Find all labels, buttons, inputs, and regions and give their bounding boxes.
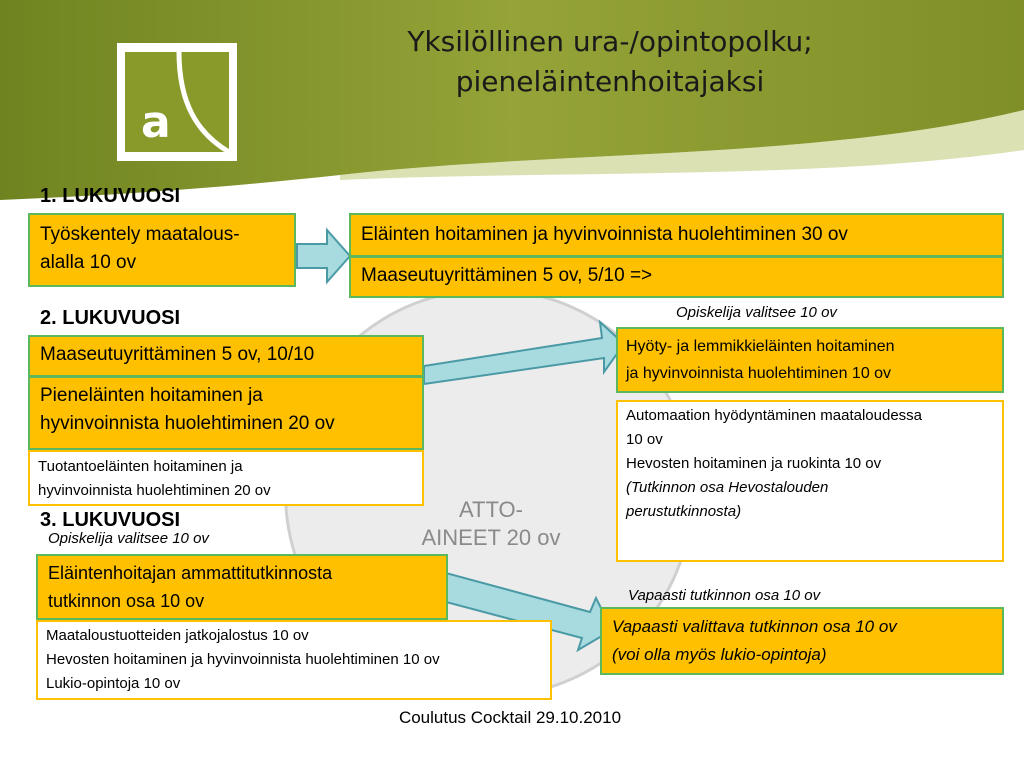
year2-heading: 2. LUKUVUOSI — [40, 307, 181, 329]
year3-options-box: Maataloustuotteiden jatkojalostus 10 ov Hevosten hoitaminen ja hyvinvoinnista huolehtiminen 10 ov Lukio-opintoja 10 ov — [36, 620, 552, 700]
title-line1: Yksilöllinen ura-/opintopolku; — [407, 25, 813, 58]
year2-elective-note: Opiskelija valitsee 10 ov — [676, 304, 837, 321]
arrow-year1 — [297, 230, 350, 282]
year1-rural-business-box: Maaseutuyrittäminen 5 ov, 5/10 => — [349, 256, 1004, 298]
year2-production-animal-box: Tuotantoeläinten hoitaminen ja hyvinvoinnista huolehtiminen 20 ov — [28, 450, 424, 506]
year3-elective-note: Opiskelija valitsee 10 ov — [48, 530, 209, 547]
year3-free-choice-note: Vapaasti tutkinnon osa 10 ov — [628, 587, 821, 604]
year2-elective-options-box: Automaation hyödyntäminen maataloudessa 10 ov Hevosten hoitaminen ja ruokinta 10 ov (Tutkinnon osa Hevostalouden perustutkinnosta) — [616, 400, 1004, 562]
year2-rural-business-box: Maaseutuyrittäminen 5 ov, 10/10 — [28, 335, 424, 377]
atto-label: ATTO- AINEET 20 ov — [421, 497, 561, 550]
year1-work-box: Työskentely maatalous- alalla 10 ov — [28, 213, 296, 287]
year3-free-elective-box: Vapaasti valittava tutkinnon osa 10 ov (voi olla myös lukio-opintoja) — [600, 607, 1004, 675]
year2-pet-animal-box: Hyöty- ja lemmikkieläinten hoitaminen ja hyvinvoinnista huolehtiminen 10 ov — [616, 327, 1004, 393]
title-line2: pieneläintenhoitajaksi — [455, 65, 765, 98]
arrow-year2 — [424, 322, 624, 384]
year3-vocational-box: Eläintenhoitajan ammattitutkinnosta tutkinnon osa 10 ov — [36, 554, 448, 620]
year1-animal-care-box: Eläinten hoitaminen ja hyvinvoinnista huolehtiminen 30 ov — [349, 213, 1004, 257]
logo-letter: a — [141, 97, 171, 148]
year1-heading: 1. LUKUVUOSI — [40, 185, 181, 207]
year2-small-animal-box: Pieneläinten hoitaminen ja hyvinvoinnista huolehtiminen 20 ov — [28, 376, 424, 450]
footer-text: Coulutus Cocktail 29.10.2010 — [398, 708, 622, 727]
year3-heading: 3. LUKUVUOSI — [40, 509, 181, 531]
